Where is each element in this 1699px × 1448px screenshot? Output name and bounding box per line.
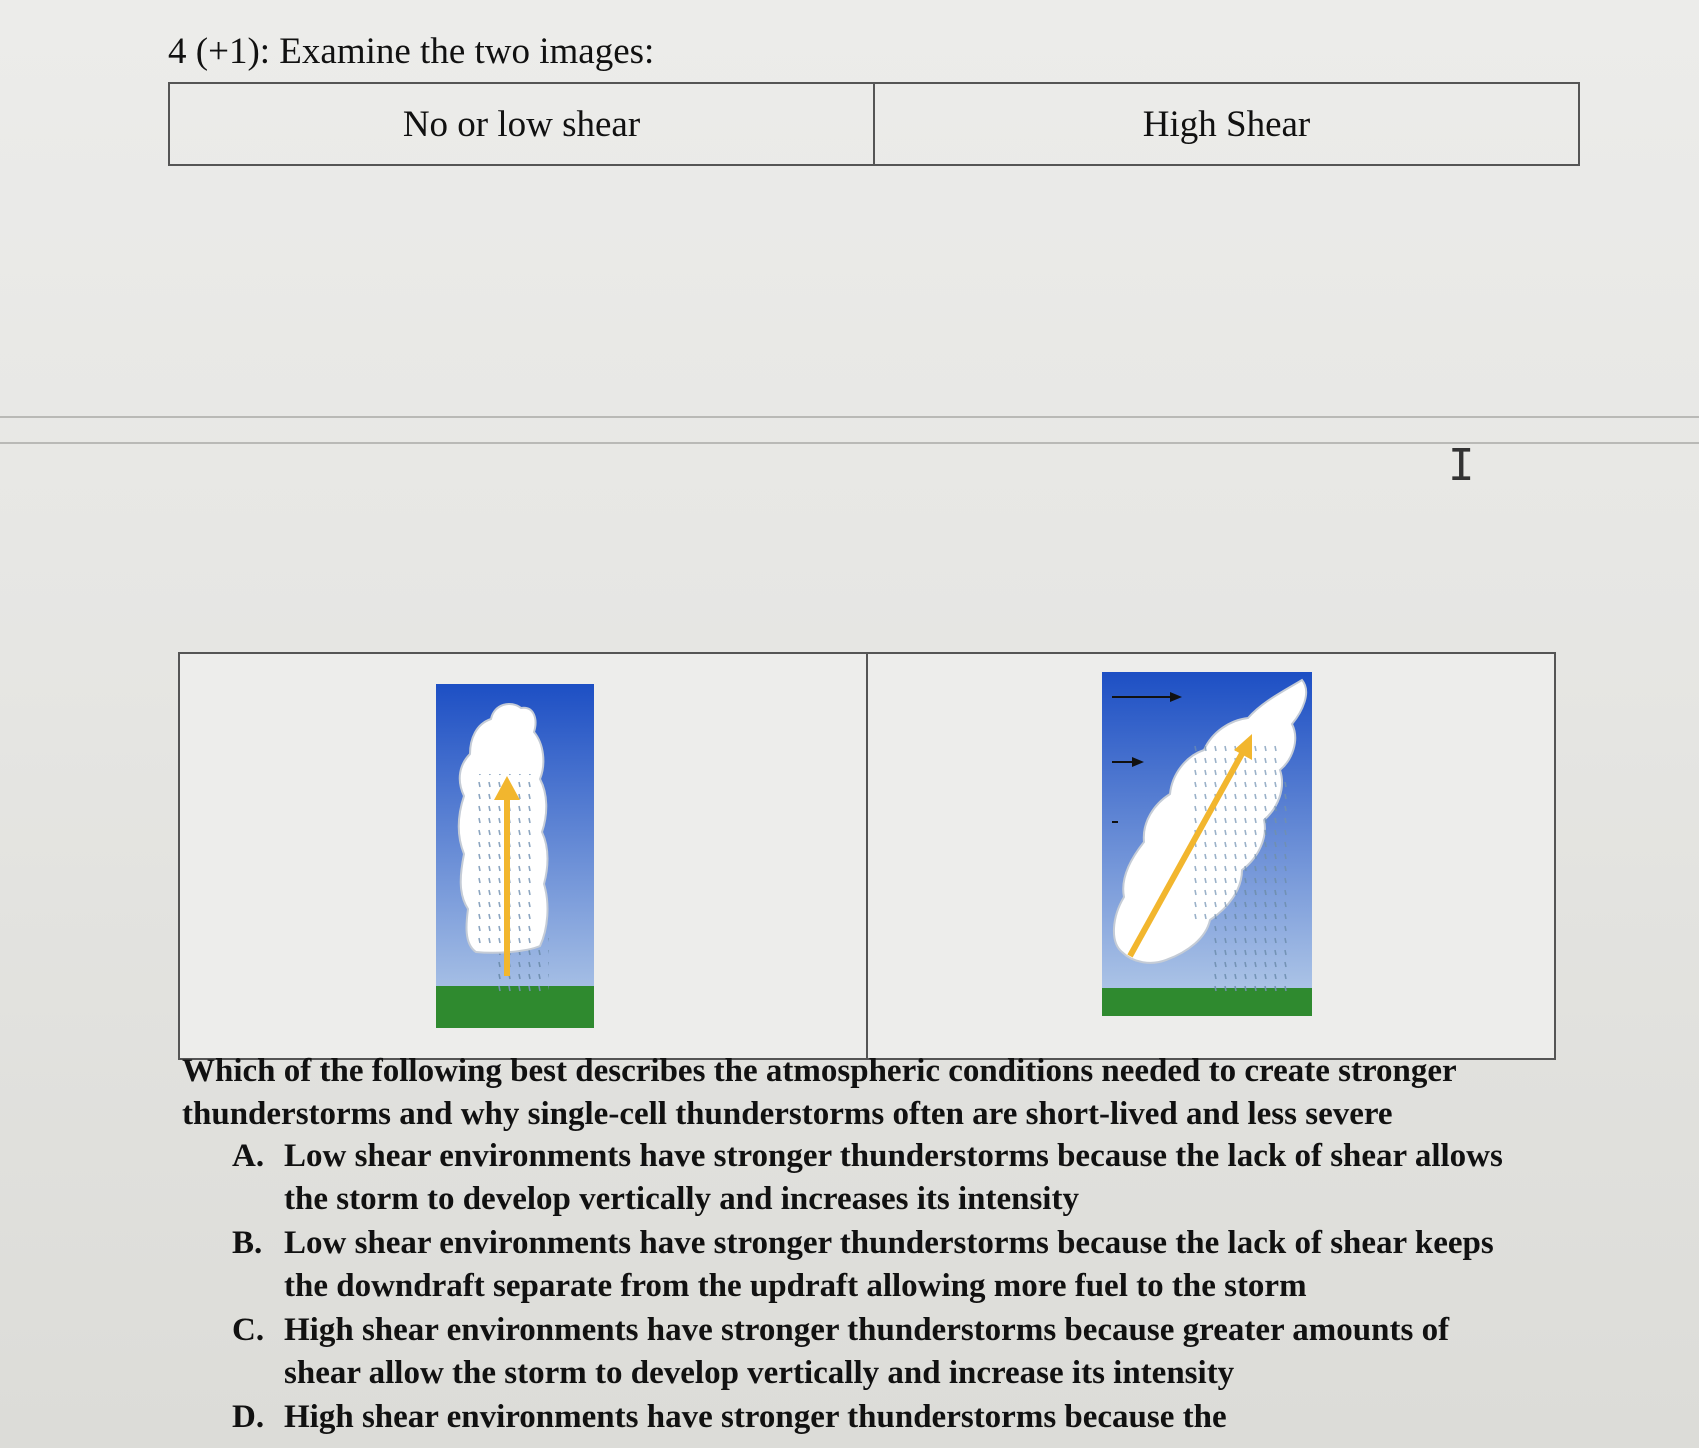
image-cell-low-shear [180,654,866,1058]
option-b-text: Low shear environments have stronger thunderstorms because the lack of shear keeps the downdraft separate from the updraft allowing more fuel to the storm [284,1225,1494,1304]
question-text: Which of the following best describes the atmospheric conditions needed to create stronger thunderstorms and why single-cell thunderstorms often are short-lived and less severe [182,1053,1457,1132]
column-header-high-shear: High Shear [873,84,1578,164]
page-divider-lower [0,442,1699,444]
page-divider [0,416,1699,418]
image-cell-high-shear [866,654,1554,1058]
option-b-letter: B. [232,1225,263,1261]
option-c-text: High shear environments have stronger thunderstorms because greater amounts of shear allow the storm to develop vertically and increase its intensity [284,1312,1450,1391]
option-c-letter: C. [232,1312,265,1348]
text-cursor-icon: I [1448,440,1475,491]
option-a-letter: A. [232,1138,265,1174]
answer-options [232,1135,1532,1440]
low-shear-storm-image [436,684,594,1028]
option-d[interactable] [232,1396,1532,1439]
question-header: 4 (+1): Examine the two images: [168,31,655,72]
option-b[interactable] [232,1222,1532,1308]
column-header-low-shear: No or low shear [402,103,641,145]
option-d-text: High shear environments have stronger thunderstorms because the [284,1399,1227,1435]
image-table [178,652,1556,1060]
option-d-letter: D. [232,1399,265,1435]
shear-header-table [168,82,1580,166]
option-a-text: Low shear environments have stronger thunderstorms because the lack of shear allows the storm to develop vertically and increases its intensity [284,1138,1503,1217]
high-shear-storm-image [1102,672,1312,1016]
option-c[interactable] [232,1309,1532,1395]
option-a[interactable] [232,1135,1532,1221]
